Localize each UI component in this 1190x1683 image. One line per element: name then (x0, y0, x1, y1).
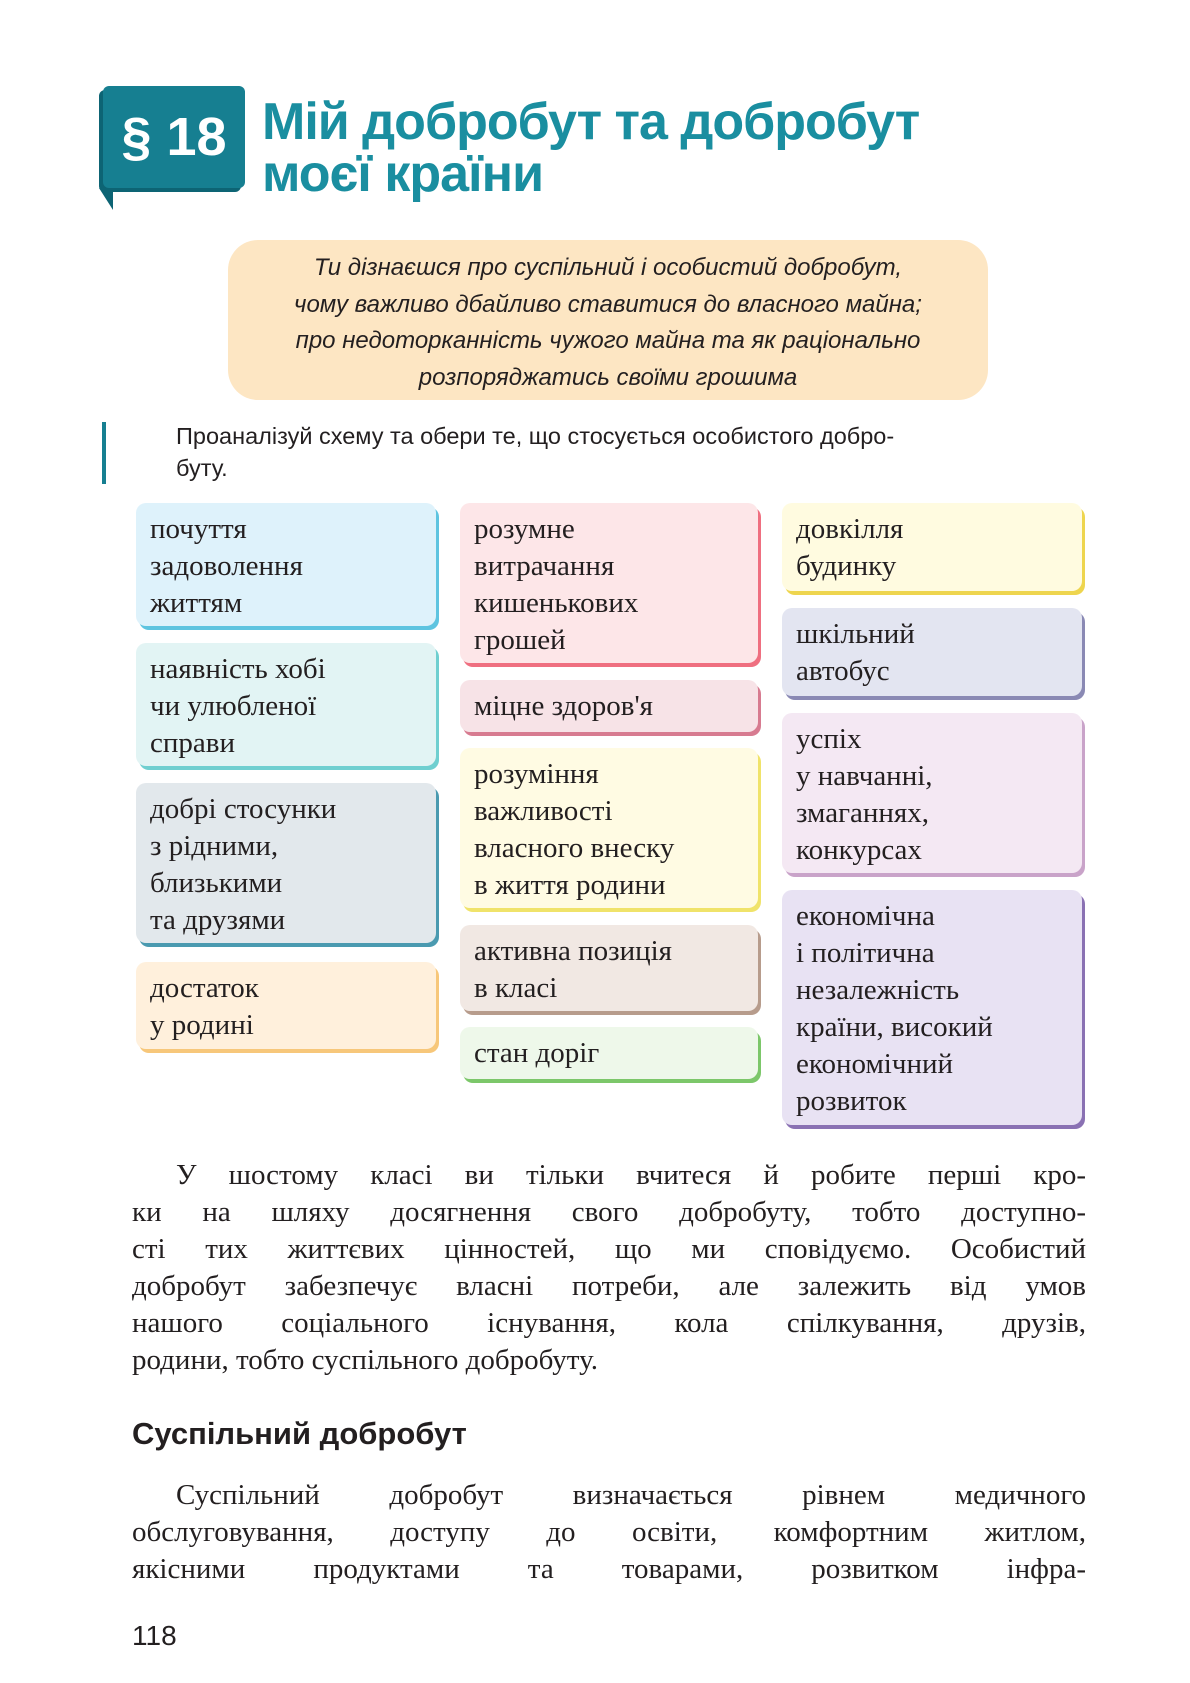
card-line: економічна (796, 900, 935, 932)
task-prompt (176, 420, 1086, 484)
card-line: розвиток (796, 1085, 907, 1117)
scheme-card-family-wealth (136, 962, 436, 1049)
scheme-card-country-independence (782, 890, 1082, 1125)
card-line: життям (150, 587, 243, 619)
body-paragraph-public-welfare (132, 1477, 1086, 1588)
card-line: автобус (796, 655, 890, 687)
objective-line: про недоторканність чужого майна та як раціонально (295, 327, 921, 354)
scheme-card-roads (460, 1027, 758, 1079)
section-number: § 18 (121, 107, 227, 167)
card-line: активна позиція (474, 935, 673, 967)
scheme-card-house-environment (782, 503, 1082, 591)
card-line: розуміння (474, 758, 599, 790)
card-line: власного внеску (474, 832, 675, 864)
card-line: економічний (796, 1048, 954, 1080)
objective-line: розпоряджатись своїми грошима (418, 363, 798, 391)
paragraph-line: родини, тобто суспільного добробуту. (132, 1344, 598, 1376)
scheme-card-life-satisfaction (136, 503, 436, 626)
card-line: та друзями (150, 904, 286, 936)
page-number: 118 (132, 1620, 177, 1651)
card-line: витрачання (474, 550, 615, 582)
chapter-title (262, 93, 1122, 203)
card-line: змаганнях, (796, 797, 929, 829)
scheme-card-success (782, 713, 1082, 873)
card-line: достаток (150, 972, 259, 1004)
paragraph-line: нашого соціального існування, кола спілкування, друзів, (132, 1307, 1086, 1339)
objective-line: чому важливо дбайливо ставитися до власного майна; (294, 290, 922, 318)
card-line: міцне здоров'я (474, 690, 654, 722)
paragraph-line: добробут забезпечує власні потреби, але залежить від умов (132, 1270, 1086, 1302)
paragraph-line: У шостому класі ви тільки вчитеся й робите перші кро- (176, 1159, 1086, 1191)
card-line: і політична (796, 937, 935, 969)
card-line: з рідними, (150, 830, 279, 862)
task-marker-bar (102, 422, 106, 484)
scheme-card-hobby (136, 643, 436, 766)
card-line: стан доріг (474, 1037, 600, 1069)
card-line: в життя родини (474, 869, 666, 901)
section-subheading: Суспільний добробут (132, 1416, 467, 1451)
card-line: чи улюбленої (150, 690, 317, 722)
section-number-badge (103, 86, 245, 188)
card-line: шкільний (796, 618, 915, 650)
card-line: країни, високий (796, 1011, 993, 1043)
card-line: почуття (150, 513, 247, 545)
chapter-title-line: моєї країни (262, 145, 544, 203)
paragraph-line: сті тих життєвих цінностей, що ми сповідуємо. Особистий (132, 1233, 1086, 1265)
card-line: довкілля (796, 513, 904, 545)
card-line: у навчанні, (796, 760, 933, 792)
task-line: Проаналізуй схему та обери те, що стосується особистого добро- (176, 423, 895, 449)
paragraph-line: якісними продуктами та товарами, розвитком інфра- (132, 1553, 1086, 1585)
scheme-card-health (460, 680, 758, 732)
card-line: важливості (474, 795, 613, 827)
card-line: розумне (474, 513, 575, 545)
card-line: задоволення (150, 550, 303, 582)
scheme-card-class-activity (460, 925, 758, 1011)
card-line: близькими (150, 867, 283, 899)
card-line: добрі стосунки (150, 793, 337, 825)
card-line: успіх (796, 723, 862, 755)
card-line: кишенькових (474, 587, 639, 619)
card-line: грошей (474, 624, 566, 656)
body-paragraph-personal-welfare (132, 1157, 1086, 1379)
card-line: в класі (474, 972, 558, 1004)
card-line: незалежність (796, 974, 960, 1006)
paragraph-line: Суспільний добробут визначається рівнем медичного (176, 1479, 1086, 1511)
card-line: справи (150, 727, 235, 759)
card-line: у родині (150, 1009, 254, 1041)
scheme-card-school-bus (782, 608, 1082, 696)
objective-line: Ти дізнаєшся про суспільний і особистий добробут, (313, 254, 903, 281)
scheme-card-family-contribution (460, 748, 758, 908)
card-line: будинку (796, 550, 897, 582)
scheme-card-relationships (136, 783, 436, 943)
paragraph-line: ки на шляху досягнення свого добробуту, тобто доступно- (132, 1196, 1086, 1228)
paragraph-line: обслуговування, доступу до освіти, комфортним житлом, (132, 1516, 1086, 1548)
chapter-title-line: Мій добробут та добробут (262, 93, 920, 151)
scheme-card-pocket-money (460, 503, 758, 663)
task-line: буту. (176, 455, 228, 481)
card-line: конкурсах (796, 834, 922, 866)
card-line: наявність хобі (150, 653, 326, 685)
learning-objectives-box (228, 240, 988, 400)
